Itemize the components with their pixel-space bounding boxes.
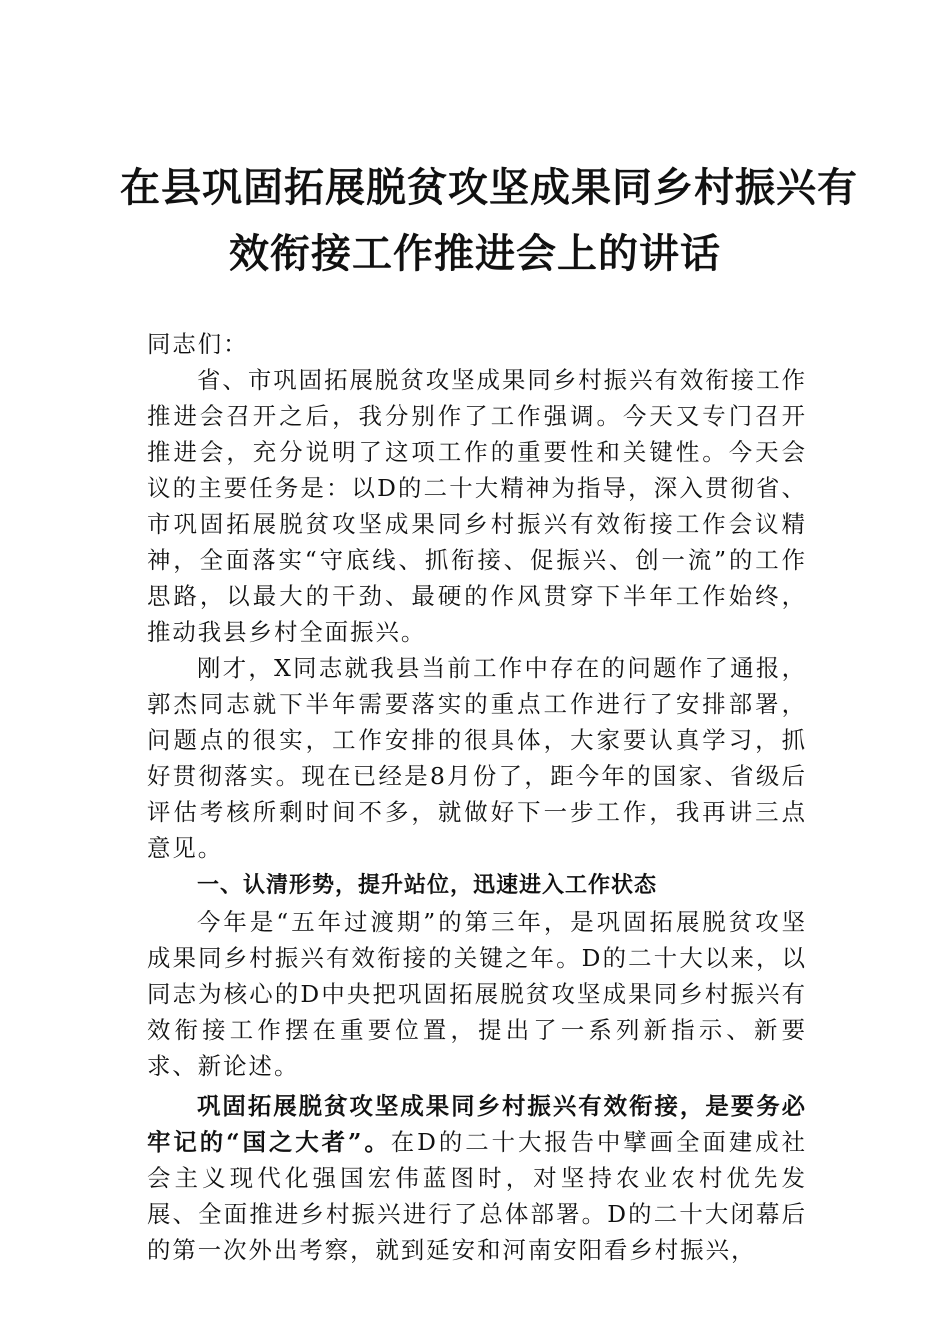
salutation: 同志们：: [147, 330, 249, 358]
paragraph-3: 今年是“五年过渡期”的第三年，是巩固拓展脱贫攻坚成果同乡村振兴有效衔接的关键之年。D的二十大以来，以同志为核心的D中央把巩固拓展脱贫攻坚成果同乡村振兴有效衔接工作摆在重要位置，提出了一系列新指示、新要求、新论述。: [147, 908, 807, 1080]
paragraph-4-text: 在D的二十大报告中擘画全面建成社会主义现代化强国宏伟蓝图时，对坚持农业农村优先发展、全面推进乡村振兴进行了总体部署。D的二十大闭幕后的第一次外出考察，就到延安和河南安阳看乡村振兴，: [147, 1128, 807, 1264]
document-title-line-2: 效衔接工作推进会上的讲话: [229, 230, 721, 277]
document-body: [147, 326, 807, 1268]
section-heading-1: 一、认清形势，提升站位，迅速进入工作状态: [197, 873, 658, 898]
paragraph-4: [147, 1088, 807, 1268]
document-title-line-1: 在县巩固拓展脱贫攻坚成果同乡村振兴有: [120, 164, 858, 211]
paragraph-1: 省、市巩固拓展脱贫攻坚成果同乡村振兴有效衔接工作推进会召开之后，我分别作了工作强调。今天又专门召开推进会，充分说明了这项工作的重要性和关键性。今天会议的主要任务是：以D的二十大精神为指导，深入贯彻省、市巩固拓展脱贫攻坚成果同乡村振兴有效衔接工作会议精神，全面落实“守底线、抓衔接、促振兴、创一流”的工作思路，以最大的干劲、最硬的作风贯穿下半年工作始终，推动我县乡村全面振兴。: [147, 366, 807, 646]
paragraph-2: 刚才，X同志就我县当前工作中存在的问题作了通报，郭杰同志就下半年需要落实的重点工作进行了安排部署，问题点的很实，工作安排的很具体，大家要认真学习，抓好贯彻落实。现在已经是8月份了，距今年的国家、省级后评估考核所剩时间不多，就做好下一步工作，我再讲三点意见。: [147, 654, 807, 862]
paragraph-4-bold-lead: 巩固拓展脱贫攻坚成果同乡村振兴有效衔接，是要务必牢记的“国之大者”。: [147, 1092, 807, 1156]
